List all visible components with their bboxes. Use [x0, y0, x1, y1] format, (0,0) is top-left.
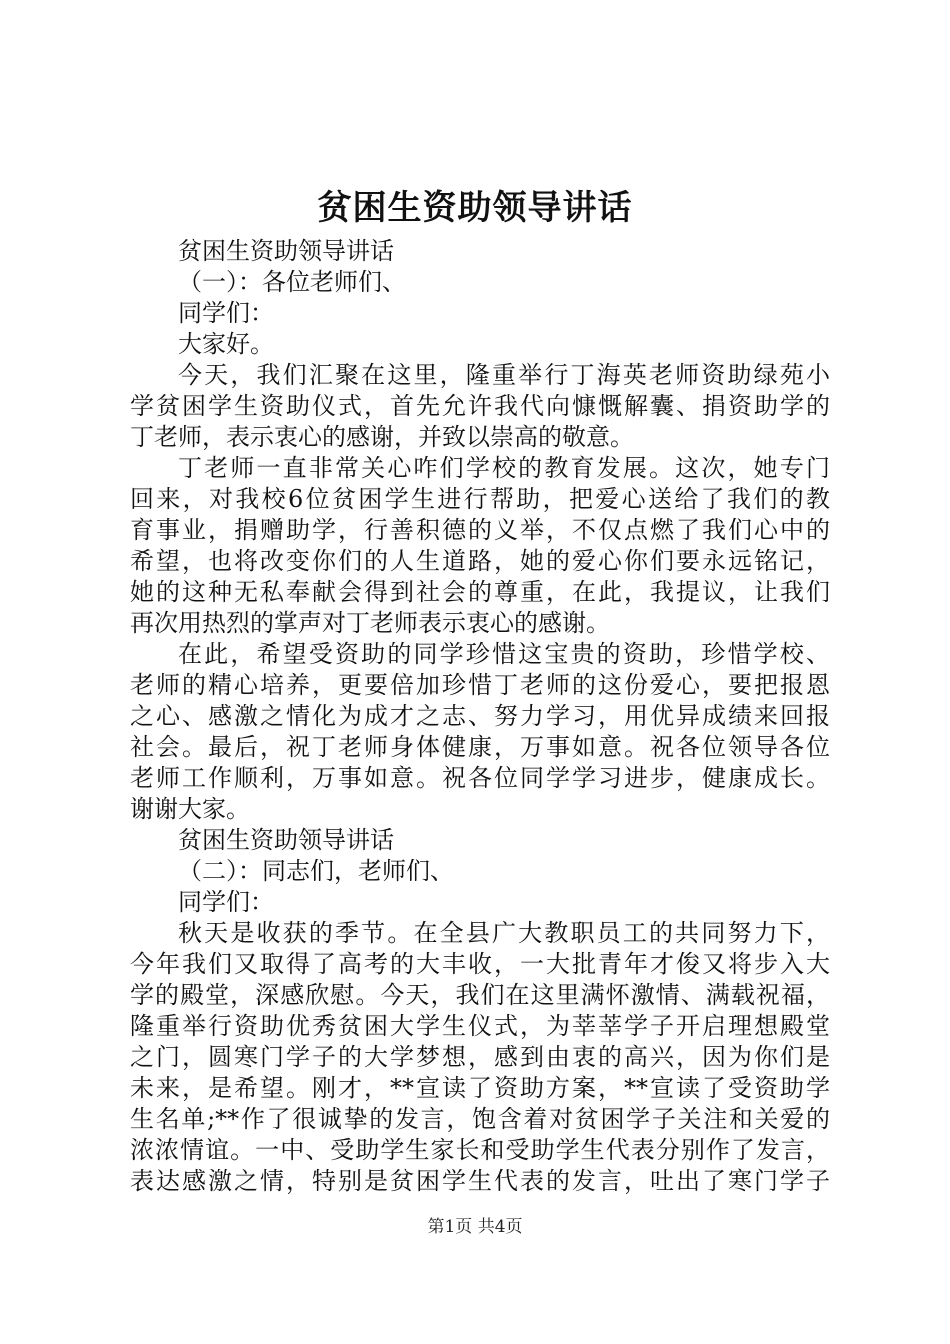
text-line: （二）：同志们，老师们、: [178, 857, 454, 885]
text-line: 育事业，捐赠助学，行善积德的义举，不仅点燃了我们心中的: [130, 516, 830, 544]
text-line: 回来，对我校6位贫困学生进行帮助，把爱心送给了我们的教: [130, 485, 830, 513]
text-line: 秋天是收获的季节。在全县广大教职员工的共同努力下，: [178, 919, 830, 947]
text-line: 同学们：: [178, 299, 274, 327]
text-line: 生名单;**作了很诚挚的发言，饱含着对贫困学子关注和关爱的: [130, 1105, 830, 1133]
text-line: 贫困生资助领导讲话: [178, 237, 394, 265]
text-line: 之门，圆寒门学子的大学梦想，感到由衷的高兴，因为你们是: [130, 1043, 830, 1071]
text-line: 再次用热烈的掌声对丁老师表示衷心的感谢。: [130, 609, 610, 637]
text-line: 学的殿堂，深感欣慰。今天，我们在这里满怀激情、满载祝福，: [130, 981, 830, 1009]
text-line: 学贫困学生资助仪式，首先允许我代向慷慨解囊、捐资助学的: [130, 392, 830, 420]
text-line: 今天，我们汇聚在这里，隆重举行丁海英老师资助绿苑小: [178, 361, 830, 389]
text-line: 贫困生资助领导讲话: [178, 826, 394, 854]
text-line: 在此，希望受资助的同学珍惜这宝贵的资助，珍惜学校、: [178, 640, 830, 668]
text-line: 浓浓情谊。一中、受助学生家长和受助学生代表分别作了发言，: [130, 1136, 830, 1164]
text-line: 隆重举行资助优秀贫困大学生仪式，为莘莘学子开启理想殿堂: [130, 1012, 830, 1040]
text-line: 谢谢大家。: [130, 795, 250, 823]
text-line: 之心、感激之情化为成才之志、努力学习，用优异成绩来回报: [130, 702, 830, 730]
text-line: 希望，也将改变你们的人生道路，她的爱心你们要永远铭记，: [130, 547, 830, 575]
text-line: 社会。最后，祝丁老师身体健康，万事如意。祝各位领导各位: [130, 733, 830, 761]
text-line: 今年我们又取得了高考的大丰收，一大批青年才俊又将步入大: [130, 950, 830, 978]
text-line: （一）：各位老师们、: [178, 268, 406, 296]
text-line: 表达感激之情，特别是贫困学生代表的发言，吐出了寒门学子: [130, 1167, 830, 1195]
text-line: 大家好。: [178, 330, 274, 358]
text-line: 老师工作顺利，万事如意。祝各位同学学习进步，健康成长。: [130, 764, 830, 792]
page-footer: 第1页 共4页: [427, 1217, 523, 1237]
document-body: [130, 236, 830, 1197]
text-line: 未来，是希望。刚才，**宣读了资助方案，**宣读了受资助学: [130, 1074, 830, 1102]
text-line: 老师的精心培养，更要倍加珍惜丁老师的这份爱心，要把报恩: [130, 671, 830, 699]
text-line: 丁老师一直非常关心咋们学校的教育发展。这次，她专门: [178, 454, 830, 482]
text-line: 丁老师，表示衷心的感谢，并致以崇高的敬意。: [130, 423, 634, 451]
text-line: 她的这种无私奉献会得到社会的尊重，在此，我提议，让我们: [130, 578, 830, 606]
document-title: 贫困生资助领导讲话: [317, 188, 633, 228]
text-line: 同学们：: [178, 888, 274, 916]
